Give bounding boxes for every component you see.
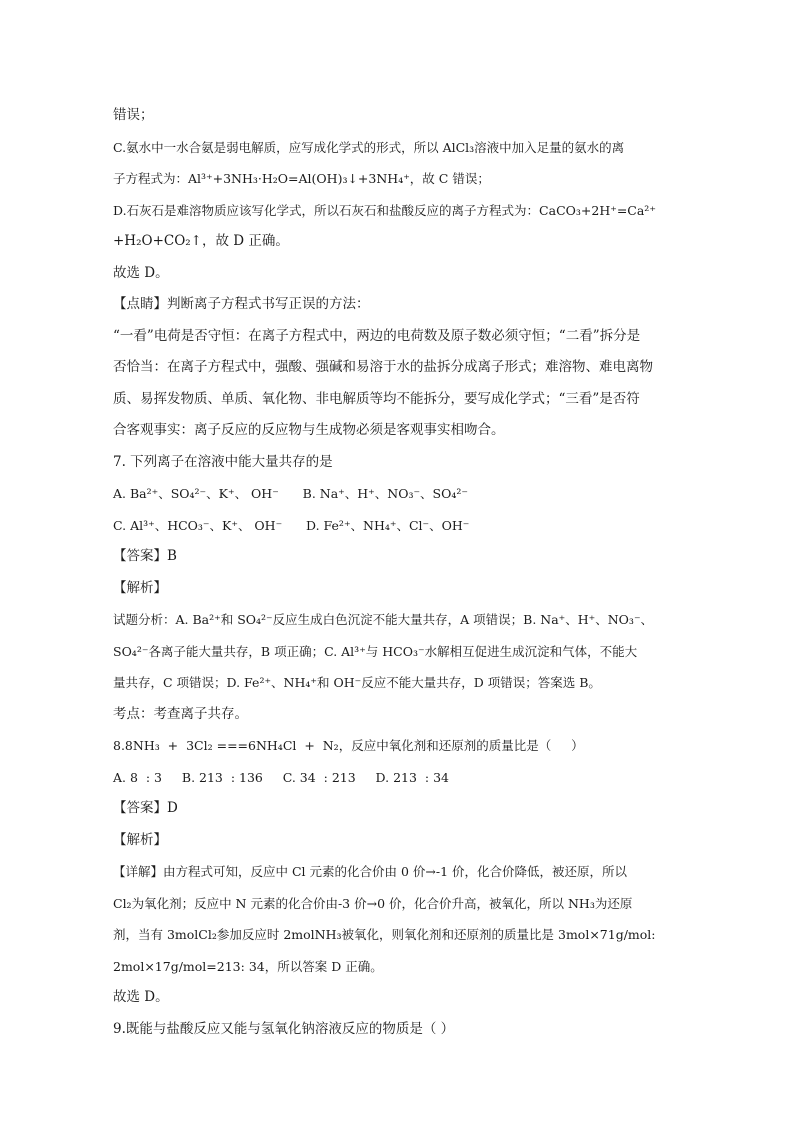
answer-label: 【答案】B [113,548,177,564]
text-line: 考点：考查离子共存。 [113,705,248,722]
question-7-options-cd: C. Al³⁺、HCO₃⁻、K⁺、 OH⁻ D. Fe²⁺、NH₄⁺、Cl⁻、OH⁻ [113,517,470,533]
text-line: 量共存，C 项错误；D. Fe²⁺、NH₄⁺和 OH⁻反应不能大量共存，D 项错误；答案选 B。 [113,675,601,690]
text-line: D.石灰石是难溶物质应该写化学式，所以石灰石和盐酸反应的离子方程式为：CaCO₃+2H⁺=Ca²⁺ [113,202,656,218]
text-line: 子方程式为：Al³⁺+3NH₃·H₂O=Al(OH)₃↓+3NH₄⁺，故 C 错误； [113,171,490,186]
question-9-title: 9.既能与盐酸反应又能与氢氧化钠溶液反应的物质是（ ） [113,1020,455,1037]
analysis-label: 【解析】 [113,831,167,848]
document-body [113,100,693,1045]
text-line: 质、易挥发物质、单质、氧化物、非电解质等均不能拆分，要写成化学式；“三看”是否符 [113,390,640,407]
text-line: Cl₂为氧化剂；反应中 N 元素的化合价由-3 价→0 价，化合价升高，被氧化，所以 NH₃为还原 [113,895,633,911]
answer-label: 【答案】D [113,800,178,816]
text-line: “一看”电荷是否守恒：在离子方程式中，两边的电荷数及原子数必须守恒；“二看”拆分是 [113,327,641,344]
question-7-options-ab: A. Ba²⁺、SO₄²⁻、K⁺、 OH⁻ B. Na⁺、H⁺、NO₃⁻、SO₄²⁻ [113,486,468,501]
question-8-title: 8.8NH₃ + 3Cl₂ ===6NH₄Cl + N₂，反应中氧化剂和还原剂的质量比是（ ） [113,738,584,753]
text-line: 错误； [113,107,154,123]
text-line: 【点睛】判断离子方程式书写正误的方法： [113,296,370,312]
text-line: SO₄²⁻各离子能大量共存，B 项正确；C. Al³⁺与 HCO₃⁻水解相互促进生成沉淀和气体，不能大 [113,643,638,659]
text-line: 剂，当有 3molCl₂参加反应时 2molNH₃被氧化，则氧化剂和还原剂的质量比是 3mol×71g/mol: [113,927,656,942]
text-line: 故选 D。 [113,989,169,1005]
question-8-options: A. 8 : 3 B. 213 : 136 C. 34 : 213 D. 213 : 34 [113,769,449,785]
text-line: 试题分析：A. Ba²⁺和 SO₄²⁻反应生成白色沉淀不能大量共存，A 项错误；B. Na⁺、H⁺、NO₃⁻、 [113,612,654,627]
question-7-title: 7. 下列离子在溶液中能大量共存的是 [113,453,333,470]
text-line: 2mol×17g/mol=213: 34，所以答案 D 正确。 [113,958,383,974]
text-line: 合客观事实：离子反应的反应物与生成物必须是客观事实相吻合。 [113,422,505,438]
text-line: C.氨水中一水合氨是弱电解质，应写成化学式的形式，所以 AlCl₃溶液中加入足量的氨水的离 [113,139,625,155]
text-line: 否恰当：在离子方程式中，强酸、强碱和易溶于水的盐拆分成离子形式；难溶物、难电离物 [113,359,653,375]
text-line: 【详解】由方程式可知，反应中 Cl 元素的化合价由 0 价→-1 价，化合价降低，被还原，所以 [113,864,628,879]
text-line: +H₂O+CO₂↑，故 D 正确。 [113,233,289,249]
text-line: 故选 D。 [113,264,169,281]
analysis-label: 【解析】 [113,579,167,596]
